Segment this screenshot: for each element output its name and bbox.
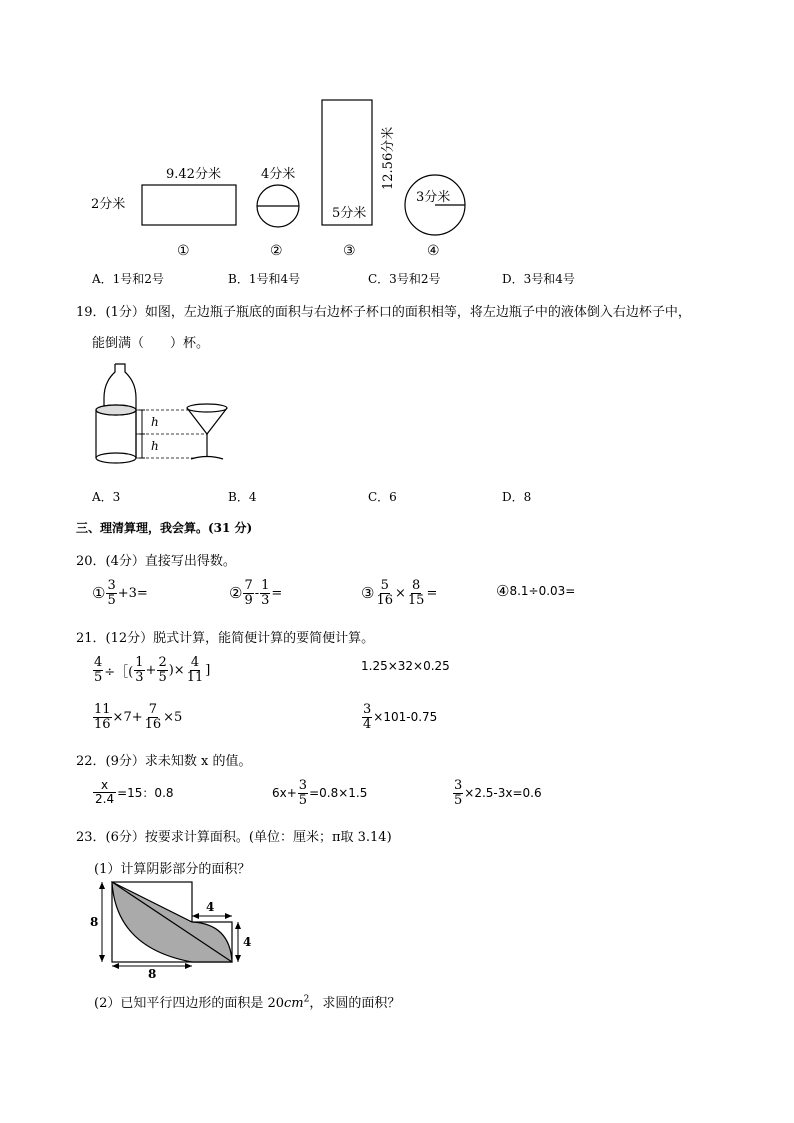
q23-shaded-figure <box>86 878 256 978</box>
dim-right-label: 4 <box>243 935 252 949</box>
q21-expr1: $\frac{4}{5}$ ÷［( $\frac{1}{3}$ + $\frac{2}{5}$ )× $\frac{4}{11}$ ] <box>94 655 211 685</box>
h-label-1: h <box>151 415 159 429</box>
q21-expr2: 1.25×32×0.25 <box>361 659 450 673</box>
q22-eq2: 6x+ $\frac{3}{5}$ =0.8×1.5 <box>272 778 368 808</box>
section3-title: 三、理清算理，我会算。(31 分) <box>76 521 253 535</box>
q20-stem: 20．(4分）直接写出得数。 <box>76 554 236 569</box>
q23-stem: 23．(6分）按要求计算面积。(单位：厘米；π取 3.14) <box>76 830 392 845</box>
q19-option-d[interactable]: D．8 <box>502 490 532 504</box>
q18-option-a[interactable]: A．1号和2号 <box>92 272 164 286</box>
q21-expr3: $\frac{11}{16}$ ×7+ $\frac{7}{16}$ ×5 <box>94 702 183 732</box>
mark-2: ② <box>270 243 283 259</box>
h-label-2: h <box>151 439 159 453</box>
q18-option-c[interactable]: C．3号和2号 <box>368 272 441 286</box>
q22-stem: 22．(9分）求未知数 x 的值。 <box>76 754 252 769</box>
tall-rect-bottom-label: 5分米 <box>332 206 367 221</box>
dim-top-right-label: 4 <box>206 900 215 914</box>
q18-option-d[interactable]: D．3号和4号 <box>502 272 575 286</box>
q22-eq3: $\frac{3}{5}$ ×2.5-3x=0.6 <box>454 778 542 808</box>
q19-figure <box>90 362 240 466</box>
mark-4: ④ <box>427 243 440 259</box>
rect-shape-1 <box>142 185 236 225</box>
dim-left-label: 8 <box>90 915 99 929</box>
mark-3: ③ <box>343 243 356 259</box>
item-mark: ② <box>229 584 243 603</box>
q19-stem-line1: 19．(1分）如图，左边瓶子瓶底的面积与右边杯子杯口的面积相等，将左边瓶子中的液体倒入右边杯子中， <box>76 305 691 320</box>
q21-stem: 21．(12分）脱式计算，能简便计算的要简便计算。 <box>76 631 375 646</box>
tall-rect-side-label: 12.56分米 <box>381 126 396 190</box>
mark-1: ① <box>177 243 190 259</box>
item-mark: ④ <box>496 582 510 600</box>
q19-option-a[interactable]: A．3 <box>92 490 121 504</box>
item-mark: ① <box>92 584 106 603</box>
q19-option-b[interactable]: B．4 <box>228 490 257 504</box>
q20-item3: ③ $\frac{5}{16}$ × $\frac{8}{15}$ = <box>361 578 438 608</box>
goblet-shape <box>187 404 227 459</box>
q19-stem-line2: 能倒满（ ）杯。 <box>92 336 210 351</box>
bottle-shape <box>96 364 136 463</box>
rect-top-label: 9.42分米 <box>166 167 221 182</box>
q23-sub1: (1）计算阴影部分的面积？ <box>94 862 251 877</box>
rect-left-label: 2分米 <box>91 197 126 212</box>
q20-item1: ① $\frac{3}{5}$ +3= <box>92 578 148 608</box>
q20-item2: ② $\frac{7}{9}$ - $\frac{1}{3}$ = <box>229 578 283 608</box>
q20-item4: ④ 8.1÷0.03= <box>496 582 576 600</box>
circle-small-label: 4分米 <box>261 167 296 182</box>
q18-option-b[interactable]: B．1号和4号 <box>228 272 301 286</box>
q22-eq1: $\frac{x}{2.4}$ =15：0.8 <box>95 778 174 806</box>
q23-sub2: (2）已知平行四边形的面积是 $20cm^2$，求圆的面积？ <box>94 994 401 1011</box>
circle-big-label: 3分米 <box>416 190 451 205</box>
q19-option-c[interactable]: C．6 <box>368 490 397 504</box>
q18-figure <box>80 90 500 270</box>
q21-expr4: $\frac{3}{4}$ ×101-0.75 <box>363 702 438 732</box>
dim-bottom-label: 8 <box>148 967 157 978</box>
item-mark: ③ <box>361 584 375 603</box>
